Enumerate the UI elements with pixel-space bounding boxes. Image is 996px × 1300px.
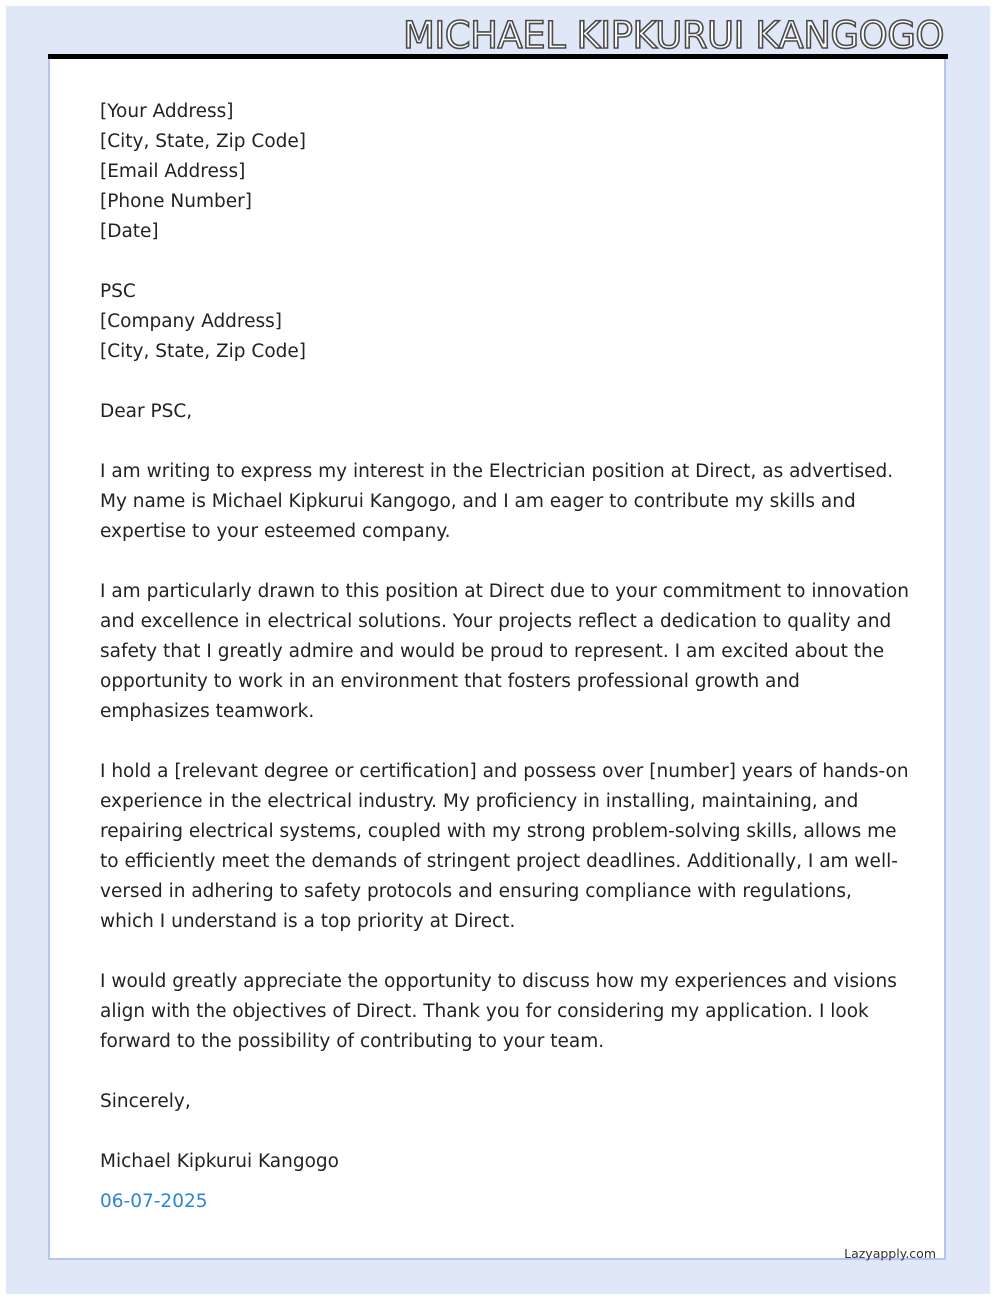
sender-phone: [Phone Number] — [100, 191, 252, 212]
sender-city-state-zip: [City, State, Zip Code] — [100, 131, 306, 152]
salutation: Dear PSC, — [100, 401, 193, 422]
body-paragraph-4: I would greatly appreciate the opportunity to discuss how my experiences and visions align with the objectives of Direct. Thank you for considering my application. I look forward to the possibility of contributing to your team. — [100, 971, 897, 1052]
sender-address: [Your Address] — [100, 101, 234, 122]
lazyapply-watermark: Lazyapply.com — [844, 1246, 936, 1261]
sender-email: [Email Address] — [100, 161, 246, 182]
recipient-company: PSC — [100, 281, 136, 302]
recipient-address: [Company Address] — [100, 311, 283, 332]
sender-date: [Date] — [100, 221, 159, 242]
signature-date: 06-07-2025 — [100, 1191, 208, 1212]
body-paragraph-3: I hold a [relevant degree or certification] and possess over [number] years of hands-on experience in the electrical industry. My proficiency in installing, maintaining, and repairing electrical systems, coupled with my strong problem-solving skills, allows me to efficiently meet the demands of stringent project deadlines. Additionally, I am well-versed in adhering to safety protocols and ensuring compliance with regulations, which I understand is a top priority at Direct. — [100, 761, 909, 932]
sender-block — [100, 97, 910, 247]
cover-letter-body — [100, 97, 910, 1217]
body-paragraph-1: I am writing to express my interest in the Electrician position at Direct, as advertised. My name is Michael Kipkurui Kangogo, and I am eager to contribute my skills and expertise to your esteemed company. — [100, 461, 894, 542]
closing: Sincerely, — [100, 1091, 191, 1112]
body-paragraph-2: I am particularly drawn to this position at Direct due to your commitment to innovation and excellence in electrical solutions. Your projects reflect a dedication to quality and safety that I greatly admire and would be proud to represent. I am excited about the opportunity to work in an environment that fosters professional growth and emphasizes teamwork. — [100, 581, 909, 722]
signature-name: Michael Kipkurui Kangogo — [100, 1151, 339, 1172]
applicant-name-header: MICHAEL KIPKURUI KANGOGO — [402, 14, 944, 57]
recipient-block — [100, 277, 910, 367]
recipient-city-state-zip: [City, State, Zip Code] — [100, 341, 306, 362]
